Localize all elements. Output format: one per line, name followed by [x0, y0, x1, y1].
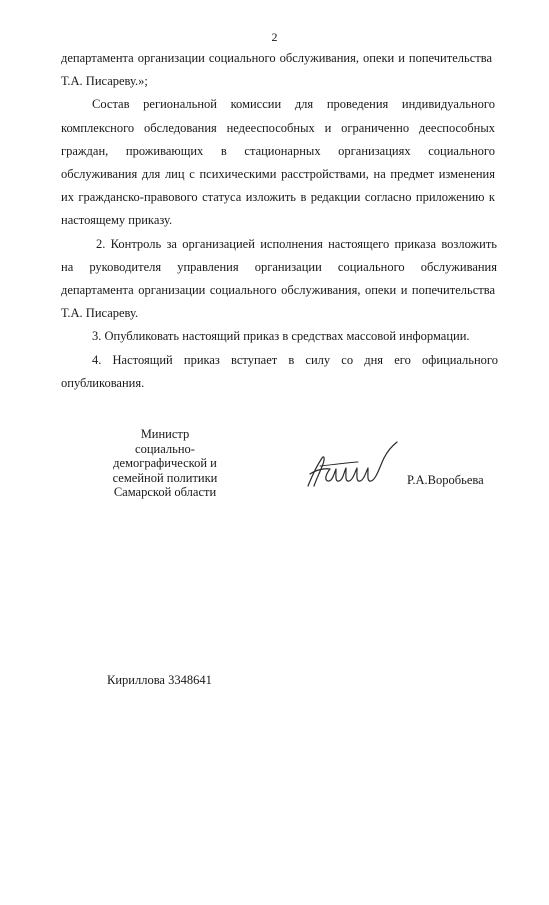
text-line: на руководителя управления организации социального обслуживания	[61, 260, 497, 274]
position-line: семейной политики	[112, 470, 218, 485]
text-line: департамента организации социального обслуживания, опеки и попечительства	[61, 283, 495, 297]
text-line: граждан, проживающих в стационарных организациях социального	[61, 144, 495, 158]
position-line: демографической и	[113, 456, 217, 471]
text-line: обслуживания для лиц с психическими расстройствами, на предмет изменения	[61, 167, 495, 181]
signatory-position	[95, 427, 235, 500]
text-line: настоящему приказу.	[61, 213, 173, 227]
position-line: Министр	[140, 427, 190, 441]
text-line: департамента организации социального обслуживания, опеки и попечительства	[61, 51, 492, 65]
text-line: их гражданско-правового статуса изложить в редакции согласно приложению к	[61, 190, 495, 204]
position-line: социально-	[135, 441, 195, 456]
text-line: комплексного обследования недееспособных и ограниченно дееспособных	[61, 121, 495, 135]
text-line: Состав региональной комиссии для проведения индивидуального	[92, 97, 495, 111]
signer-name: Р.А.Воробьева	[407, 473, 484, 487]
text-line: Т.А. Писареву.	[61, 306, 139, 320]
position-line: Самарской области	[113, 485, 217, 500]
text-line: Т.А. Писареву.»;	[61, 74, 148, 88]
text-line: 4. Настоящий приказ вступает в силу со дня его официального	[92, 353, 498, 367]
page-number: 2	[271, 30, 278, 44]
executor-contact: Кириллова 3348641	[107, 673, 212, 687]
text-line: опубликования.	[61, 376, 145, 390]
text-line: 3. Опубликовать настоящий приказ в средствах массовой информации.	[92, 329, 470, 343]
handwritten-signature	[300, 436, 400, 496]
text-line: 2. Контроль за организацией исполнения настоящего приказа возложить	[96, 237, 497, 251]
